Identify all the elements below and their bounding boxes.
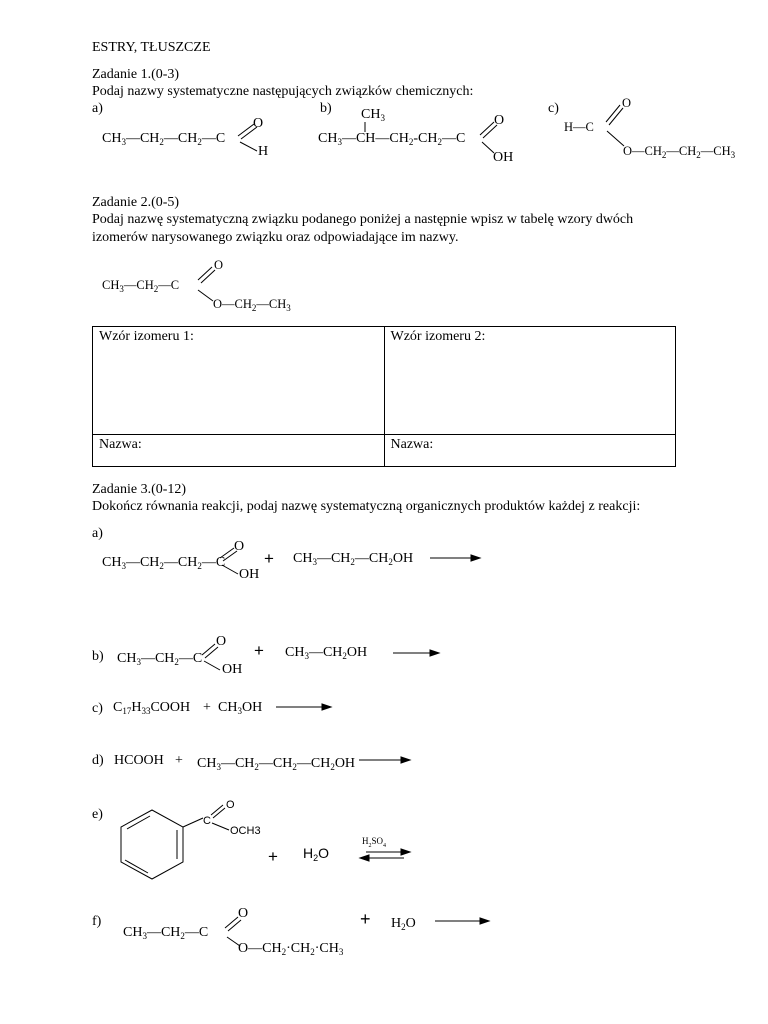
task1b-hydroxyl: OH	[493, 150, 514, 165]
task3d-acid: HCOOH	[114, 753, 164, 768]
isomer2-name-label: Nazwa:	[390, 437, 434, 452]
task2-oxygen: O	[214, 258, 224, 272]
task1b-branch: $CH_3$	[361, 107, 385, 123]
task3f-water: $H_2O$	[391, 916, 416, 932]
isomer2-formula-label: Wzór izomeru 2:	[390, 329, 486, 344]
task1-label-c: c)	[548, 101, 559, 116]
task3f-oxygen: O	[238, 906, 249, 921]
task3a-acid: $CH_3—CH_2—CH_2—C$	[102, 555, 226, 571]
task1-label-b: b)	[320, 101, 332, 116]
task3f-bonds	[225, 917, 241, 946]
task3-heading: Zadanie 3.(0-12)	[92, 482, 187, 497]
task3a-oxygen: O	[234, 539, 245, 554]
task3e-label: e)	[92, 807, 103, 822]
task3b-label: b)	[92, 649, 104, 664]
task3e-carbon: C	[203, 815, 211, 827]
task3-instruction: Dokończ równania reakcji, podaj nazwę systematyczną organicznych produktów każdej z reakcji:	[92, 499, 641, 514]
task3d-alcohol: $CH_3—CH_2—CH_2—CH_2OH$	[197, 756, 356, 772]
task3a-bonds	[220, 548, 238, 574]
task3b-plus: +	[254, 641, 264, 660]
task3f-plus: +	[360, 909, 371, 929]
task1a-hydrogen: H	[258, 144, 269, 159]
task3e-methoxy: OCH3	[230, 825, 261, 837]
task3d-label: d)	[92, 753, 104, 768]
task3c-acid: $C_{17}H_{33}COOH$	[113, 700, 191, 716]
task3c-label: c)	[92, 701, 103, 716]
task1a-oxygen: O	[253, 116, 264, 131]
task3b-hydroxyl: OH	[222, 662, 243, 677]
task1b-oxygen: O	[494, 113, 505, 128]
task1c-formyl: H—C	[564, 120, 594, 134]
task2-bonds	[198, 267, 215, 301]
task3f-acid: $CH_3—CH_2—C$	[123, 925, 209, 941]
task1a-bonds	[238, 124, 257, 151]
task3e-catalyst: $H_2SO_4$	[362, 836, 387, 849]
task3a-plus: +	[264, 549, 274, 568]
task3a-label: a)	[92, 526, 103, 541]
task2-chain: $CH_3—CH_2—C$	[102, 278, 180, 294]
task3c-arrowhead	[322, 704, 331, 710]
task3d-arrowhead	[401, 757, 410, 763]
task1c-oxygen: O	[622, 96, 632, 110]
task2-instruction-line2: izomerów narysowanego związku oraz odpowiadające im nazwy.	[92, 230, 459, 245]
task2-heading: Zadanie 2.(0-5)	[92, 195, 180, 210]
task3e-oxygen: O	[226, 799, 235, 811]
isomer1-name-label: Nazwa:	[99, 437, 142, 452]
task3b-oxygen: O	[216, 634, 227, 649]
task1c-ester-chain: $O—CH_2—CH_2—CH_3$	[623, 144, 736, 160]
task3a-hydroxyl: OH	[239, 567, 260, 582]
task1-heading: Zadanie 1.(0-3)	[92, 67, 180, 82]
task1c-bonds	[606, 105, 624, 146]
task2-ester: $O—CH_2—CH_3$	[213, 297, 291, 313]
task3d-plus: +	[175, 753, 183, 768]
task3e-equilibrium-arrow	[360, 849, 410, 861]
task3b-alcohol: $CH_3—CH_2OH$	[285, 645, 368, 661]
task2-instruction-line1: Podaj nazwę systematyczną związku podanego poniżej a następnie wpisz w tabelę wzory dwóch	[92, 212, 634, 227]
task3b-acid: $CH_3—CH_2—C$	[117, 651, 203, 667]
task3b-arrowhead	[430, 650, 439, 656]
task1a-chain: $CH_3—CH_2—CH_2—C$	[102, 131, 226, 147]
page-title: ESTRY, TŁUSZCZE	[92, 40, 211, 55]
task3c-plus: +	[203, 700, 211, 715]
task1-label-a: a)	[92, 101, 103, 116]
task3f-label: f)	[92, 914, 102, 929]
task3a-alcohol: $CH_3—CH_2—CH_2OH$	[293, 551, 414, 567]
task3c-alcohol: $CH_3OH$	[218, 700, 263, 716]
task1b-bonds	[365, 122, 497, 153]
task1-instruction: Podaj nazwy systematyczne następujących związków chemicznych:	[92, 84, 474, 99]
isomer1-formula-label: Wzór izomeru 1:	[99, 329, 194, 344]
task3f-ester: $O—CH_2\cdot CH_2\cdot CH_3$	[238, 941, 344, 957]
task1b-chain: $CH_3—CH—CH_2-CH_2—C$	[318, 131, 466, 147]
task3a-arrowhead	[471, 555, 480, 561]
task3b-bonds	[202, 644, 220, 670]
task3e-plus: +	[268, 847, 278, 866]
task3e-water: $H_2O$	[303, 845, 330, 863]
task3f-arrowhead	[480, 918, 489, 924]
benzene-ring	[121, 805, 229, 879]
